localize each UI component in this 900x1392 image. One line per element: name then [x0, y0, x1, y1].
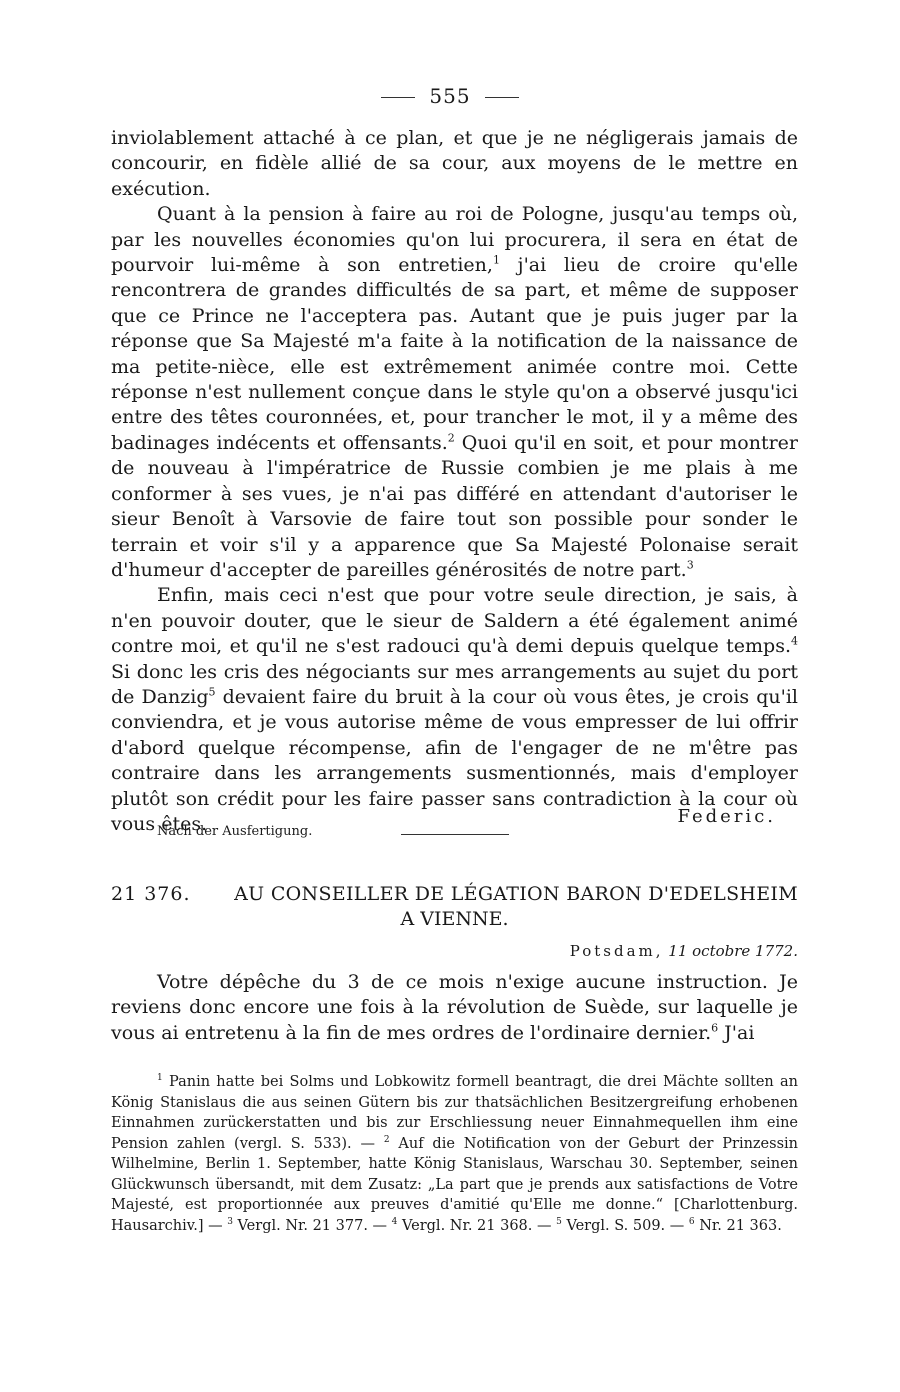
footnote-ref-1: 1 [492, 253, 500, 267]
paragraph-2 [111, 202, 798, 583]
footnotes [111, 1072, 798, 1236]
letter-2-text-a: Votre dépêche du 3 de ce mois n'exige aucune instruction. Je reviens donc encore une fois à la révolution de Suède, sur laquelle je vous ai entretenu à la fin de mes ordres de l'ordinaire dernier. [111, 971, 798, 1044]
date-text: 11 octobre 1772. [663, 942, 798, 960]
page-header [0, 84, 900, 108]
paragraph-3-part-b: Si donc les cris des négociants sur mes arrangements au sujet du port de Danzig [111, 660, 798, 708]
recipient-title: AU CONSEILLER DE LÉGATION BARON D'EDELSHEIM [234, 883, 798, 905]
page-number: 555 [429, 84, 471, 108]
footnote-5: Vergl. S. 509. — [561, 1217, 685, 1234]
signature: Federic. [677, 806, 776, 827]
paragraph-3 [111, 583, 798, 837]
paragraph-2-part-b: j'ai lieu de croire qu'elle rencontrera de grandes difficultés de sa part, et même de supposer que ce Prince ne l'acceptera pas. Autant que je puis juger par la réponse que Sa Majesté m'a faite à la notification de la naissance de ma petite-nièce, elle est extrêmement animée contre moi. Cette réponse n'est nullement conçue dans le style qu'on a observé jusqu'ici entre des têtes couronnées, et, pour trancher le mot, il y a même des badinages indécents et offensants. [111, 254, 799, 454]
letter-2-paragraph [111, 970, 798, 1046]
footnote-mark-6: 6 [688, 1216, 695, 1227]
separator-rule [401, 834, 509, 835]
source-note: Nach der Ausfertigung. [157, 824, 313, 839]
footnote-ref-6: 6 [711, 1021, 719, 1035]
footnote-2: Auf die Notification von der Geburt der Prinzessin Wilhelmine, Berlin 1. September, hatte König Stanislaus, Warschau 30. September, seinen Glückwunsch übersandt, mit dem Zusatz: „La part que je prends aux satisfactions de Votre Majesté, est proportionnée aux preuves d'amitié qu'Elle me donne.“ [Charlottenburg. Hausarchiv.] — [111, 1135, 798, 1234]
paragraph-2-part-a: Quant à la pension à faire au roi de Pologne, jusqu'au temps où, par les nouvelles économies qu'on lui procurera, il sera en état de pourvoir lui-même à son entretien, [111, 203, 798, 277]
header-dash-right [485, 97, 519, 98]
footnote-block [111, 1072, 798, 1236]
footnote-ref-3: 3 [686, 558, 694, 572]
paragraph-2-part-c: Quoi qu'il en soit, et pour montrer de nouveau à l'impératrice de Russie combien je me plais à me conformer à ses vues, je n'ai pas différé en attendant d'autoriser le sieur Benoît à Varsovie de faire tout son possible pour sonder le terrain et voir s'il y a apparence que Sa Majesté Polonaise serait d'humeur d'accepter de pareilles générosités de notre part. [111, 431, 798, 581]
letter-2-body [111, 970, 798, 1046]
letter-2-text-b: J'ai [718, 1021, 755, 1044]
letter-body [111, 126, 798, 837]
footnote-mark-5: 5 [556, 1216, 562, 1227]
date-place: Potsdam, [569, 942, 664, 960]
heading-line-1 [111, 882, 798, 907]
footnote-ref-5: 5 [208, 685, 216, 699]
paragraph-3-part-c: devaient faire du bruit à la cour où vous êtes, je crois qu'il conviendra, et je vous autorise même de vous empresser de lui offrir d'abord quelque récompense, afin de l'engager de ne m'être pas contraire dans les arrangements susmentionnés, mais d'employer plutôt son crédit pour les faire passer sans contradiction à la cour où vous êtes. [111, 685, 798, 835]
footnote-1: Panin hatte bei Solms und Lobkowitz formell beantragt, die drei Mächte sollten an König Stanislaus die aus seinen Gütern bis zur thatsächlichen Besitzergreifung erhobenen Einnahmen zurückerstatten und bis zur Erschliessung neuer Einnahmequellen ihm eine Pension zahlen (vergl. S. 533). — [111, 1074, 798, 1152]
footnote-ref-2: 2 [447, 431, 455, 445]
footnote-3: Vergl. Nr. 21 377. — [232, 1217, 388, 1234]
paragraph-3-part-a: Enfin, mais ceci n'est que pour votre seule direction, je sais, à n'en pouvoir douter, que le sieur de Saldern a été également animé contre moi, et qu'il ne s'est radouci qu'à demi depuis quelque temps. [111, 584, 798, 658]
document-number: 21 376. [111, 883, 191, 905]
recipient-location: A VIENNE. [400, 908, 509, 930]
paragraph-1: inviolablement attaché à ce plan, et que je ne négligerais jamais de concourir, en fidèle allié de sa cour, aux moyens de le mettre en exécution. [111, 127, 798, 200]
dateline [570, 942, 798, 960]
footnote-4: Vergl. Nr. 21 368. — [397, 1217, 552, 1234]
footnote-mark-3: 3 [227, 1216, 233, 1227]
header-dash-left [381, 97, 415, 98]
footnote-mark-1: 1 [157, 1073, 163, 1084]
footnote-ref-4: 4 [791, 634, 798, 648]
footnote-mark-4: 4 [391, 1216, 398, 1227]
letter-2-heading [111, 882, 798, 932]
footnote-mark-2: 2 [383, 1134, 390, 1145]
letter-closing [111, 806, 798, 846]
footnote-6: Nr. 21 363. [694, 1217, 782, 1234]
